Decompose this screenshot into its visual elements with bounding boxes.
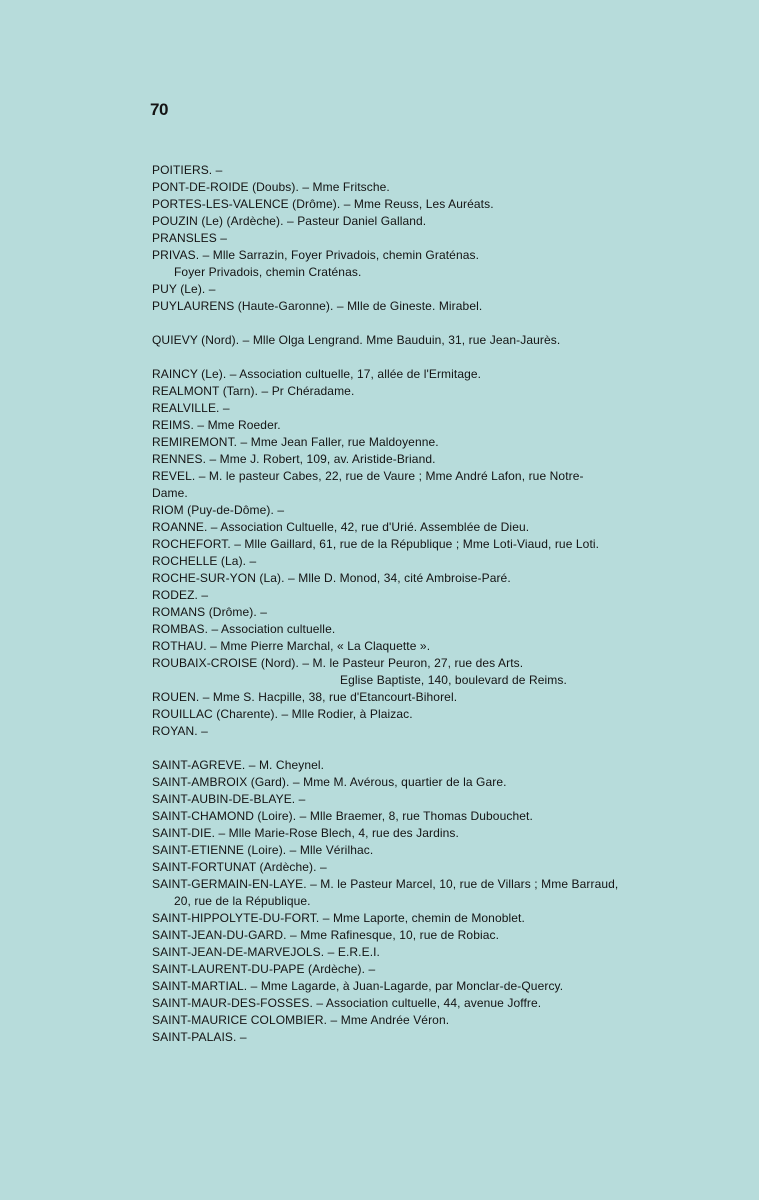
directory-entry bbox=[152, 247, 692, 281]
entry-text: SAINT-CHAMOND (Loire). – Mlle Braemer, 8, rue Thomas Dubouchet. bbox=[152, 809, 533, 823]
directory-entry bbox=[152, 502, 692, 519]
directory-entry bbox=[152, 978, 692, 995]
entry-text: RODEZ. – bbox=[152, 588, 209, 602]
directory-entry bbox=[152, 536, 692, 553]
directory-entry bbox=[152, 944, 692, 961]
directory-entry bbox=[152, 706, 692, 723]
directory-entry bbox=[152, 910, 692, 927]
entry-text: SAINT-JEAN-DE-MARVEJOLS. – E.R.E.I. bbox=[152, 945, 380, 959]
directory-entry bbox=[152, 519, 692, 536]
directory-entry bbox=[152, 791, 692, 808]
directory-entry bbox=[152, 995, 692, 1012]
entry-text: ROUBAIX-CROISE (Nord). – M. le Pasteur Peuron, 27, rue des Arts. bbox=[152, 656, 524, 670]
directory-entry bbox=[152, 1012, 692, 1029]
entry-text: PUY (Le). – bbox=[152, 282, 216, 296]
entry-text: RENNES. – Mme J. Robert, 109, av. Aristide-Briand. bbox=[152, 452, 436, 466]
directory-entry bbox=[152, 213, 692, 230]
directory-entry bbox=[152, 876, 692, 910]
group-spacer bbox=[152, 315, 692, 332]
directory-entry bbox=[152, 366, 692, 383]
directory-entry bbox=[152, 434, 692, 451]
entry-continuation: Foyer Privadois, chemin Craténas. bbox=[174, 265, 362, 279]
entry-text: SAINT-MAUR-DES-FOSSES. – Association cultuelle, 44, avenue Joffre. bbox=[152, 996, 542, 1010]
entry-text: QUIEVY (Nord). – Mlle Olga Lengrand. Mme Bauduin, 31, rue Jean-Jaurès. bbox=[152, 333, 561, 347]
entry-text: REIMS. – Mme Roeder. bbox=[152, 418, 281, 432]
directory-entry bbox=[152, 808, 692, 825]
directory-entry bbox=[152, 825, 692, 842]
entry-text: PONT-DE-ROIDE (Doubs). – Mme Fritsche. bbox=[152, 180, 390, 194]
directory-entry bbox=[152, 196, 692, 213]
entry-text: ROANNE. – Association Cultuelle, 42, rue d'Urié. Assemblée de Dieu. bbox=[152, 520, 530, 534]
entry-text: PUYLAURENS (Haute-Garonne). – Mlle de Gineste. Mirabel. bbox=[152, 299, 483, 313]
directory-entry bbox=[152, 298, 692, 315]
entry-text: POITIERS. – bbox=[152, 163, 223, 177]
entry-text: REALVILLE. – bbox=[152, 401, 230, 415]
entry-text: ROYAN. – bbox=[152, 724, 208, 738]
entry-text: PRANSLES – bbox=[152, 231, 228, 245]
entry-text: SAINT-AGREVE. – M. Cheynel. bbox=[152, 758, 325, 772]
directory-entry bbox=[152, 281, 692, 298]
directory-entry bbox=[152, 689, 692, 706]
directory-entry bbox=[152, 638, 692, 655]
directory-entry bbox=[152, 757, 692, 774]
entry-continuation: 20, rue de la République. bbox=[174, 894, 311, 908]
entry-text: SAINT-GERMAIN-EN-LAYE. – M. le Pasteur Marcel, 10, rue de Villars ; Mme Barraud, bbox=[152, 877, 619, 891]
entry-text: SAINT-JEAN-DU-GARD. – Mme Rafinesque, 10, rue de Robiac. bbox=[152, 928, 500, 942]
directory-entry bbox=[152, 1029, 692, 1046]
entry-text: SAINT-PALAIS. – bbox=[152, 1030, 247, 1044]
directory-entry bbox=[152, 179, 692, 196]
entry-continuation: Eglise Baptiste, 140, boulevard de Reims. bbox=[340, 673, 567, 687]
directory-entry bbox=[152, 468, 692, 502]
directory-entry bbox=[152, 230, 692, 247]
directory-entry bbox=[152, 604, 692, 621]
entry-text: ROCHE-SUR-YON (La). – Mlle D. Monod, 34, cité Ambroise-Paré. bbox=[152, 571, 511, 585]
entry-text: SAINT-MARTIAL. – Mme Lagarde, à Juan-Lagarde, par Monclar-de-Quercy. bbox=[152, 979, 564, 993]
entry-text: REALMONT (Tarn). – Pr Chéradame. bbox=[152, 384, 355, 398]
entry-text: ROMANS (Drôme). – bbox=[152, 605, 268, 619]
entry-text: REMIREMONT. – Mme Jean Faller, rue Maldoyenne. bbox=[152, 435, 439, 449]
entry-text: SAINT-HIPPOLYTE-DU-FORT. – Mme Laporte, chemin de Monoblet. bbox=[152, 911, 525, 925]
directory-entry bbox=[152, 842, 692, 859]
directory-entry bbox=[152, 587, 692, 604]
directory-entry bbox=[152, 570, 692, 587]
directory-entry bbox=[152, 961, 692, 978]
entry-text: RIOM (Puy-de-Dôme). – bbox=[152, 503, 285, 517]
group-spacer bbox=[152, 740, 692, 757]
directory-entry bbox=[152, 621, 692, 638]
directory-entry bbox=[152, 383, 692, 400]
entry-text: ROUILLAC (Charente). – Mlle Rodier, à Plaizac. bbox=[152, 707, 413, 721]
directory-listing bbox=[152, 162, 692, 1046]
entry-text: SAINT-ETIENNE (Loire). – Mlle Vérilhac. bbox=[152, 843, 374, 857]
entry-continuation: Dame. bbox=[152, 486, 188, 500]
entry-text: SAINT-DIE. – Mlle Marie-Rose Blech, 4, rue des Jardins. bbox=[152, 826, 459, 840]
directory-entry bbox=[152, 723, 692, 740]
entry-text: POUZIN (Le) (Ardèche). – Pasteur Daniel Galland. bbox=[152, 214, 427, 228]
directory-entry bbox=[152, 859, 692, 876]
directory-entry bbox=[152, 162, 692, 179]
entry-text: ROTHAU. – Mme Pierre Marchal, « La Claquette ». bbox=[152, 639, 431, 653]
directory-entry bbox=[152, 553, 692, 570]
directory-entry bbox=[152, 451, 692, 468]
directory-entry bbox=[152, 417, 692, 434]
page-number: 70 bbox=[150, 100, 168, 119]
directory-entry bbox=[152, 332, 692, 349]
entry-text: ROUEN. – Mme S. Hacpille, 38, rue d'Etancourt-Bihorel. bbox=[152, 690, 458, 704]
entry-text: SAINT-AUBIN-DE-BLAYE. – bbox=[152, 792, 306, 806]
entry-text: SAINT-FORTUNAT (Ardèche). – bbox=[152, 860, 327, 874]
group-spacer bbox=[152, 349, 692, 366]
entry-text: PRIVAS. – Mlle Sarrazin, Foyer Privadois, chemin Graténas. bbox=[152, 248, 480, 262]
entry-text: SAINT-AMBROIX (Gard). – Mme M. Avérous, quartier de la Gare. bbox=[152, 775, 507, 789]
directory-entry bbox=[152, 774, 692, 791]
directory-entry bbox=[152, 927, 692, 944]
entry-text: ROCHEFORT. – Mlle Gaillard, 61, rue de la République ; Mme Loti-Viaud, rue Loti. bbox=[152, 537, 600, 551]
entry-text: REVEL. – M. le pasteur Cabes, 22, rue de Vaure ; Mme André Lafon, rue Notre- bbox=[152, 469, 584, 483]
entry-text: SAINT-LAURENT-DU-PAPE (Ardèche). – bbox=[152, 962, 376, 976]
entry-text: ROMBAS. – Association cultuelle. bbox=[152, 622, 336, 636]
entry-text: RAINCY (Le). – Association cultuelle, 17, allée de l'Ermitage. bbox=[152, 367, 482, 381]
directory-entry bbox=[152, 400, 692, 417]
entry-text: SAINT-MAURICE COLOMBIER. – Mme Andrée Véron. bbox=[152, 1013, 450, 1027]
directory-entry bbox=[152, 655, 692, 689]
entry-text: ROCHELLE (La). – bbox=[152, 554, 257, 568]
entry-text: PORTES-LES-VALENCE (Drôme). – Mme Reuss, Les Auréats. bbox=[152, 197, 494, 211]
